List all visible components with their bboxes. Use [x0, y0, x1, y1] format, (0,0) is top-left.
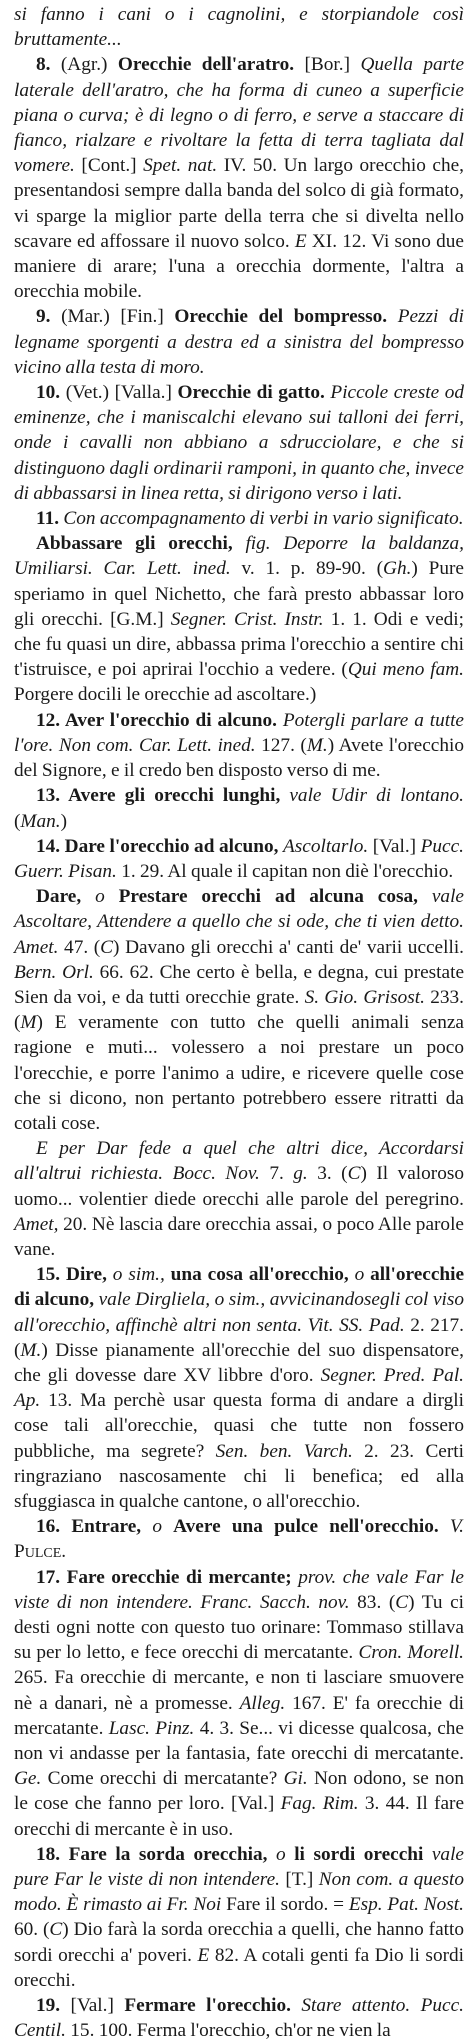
entry-text-span: 265. Fa orecchie di mercante, e non ti lasciare smuovere nè a danari, nè a promesse. — [14, 1667, 464, 1714]
entry-text-span: Stare attento. Pucc. Centil. — [14, 1995, 464, 2042]
entry-text-span: ) Pure speriamo in quel Nichetto, che farà presto abbassar loro gli orecchi. [G.M.] — [14, 558, 464, 630]
entry-text-span: vale Ascoltare, Attendere a quello che si ode, che ti vien detto. Amet. — [14, 886, 464, 958]
entry-text-span: 20. Nè lascia dare orecchia assai, o poco Alle parole vane. — [14, 1213, 464, 1260]
entry-text-span: ) Dio farà la sorda orecchia a quelli, che hanno fatto sordi orecchi a' poveri. — [14, 1919, 464, 1966]
entry-text-span: 18. — [36, 1843, 69, 1865]
entry-text-span: C — [49, 1919, 63, 1941]
entry-text-span: XI. 12. Vi sono due maniere di arare; l'una a orecchia dormente, l'altra a orecchia mobile. — [14, 230, 464, 303]
entry-text-span: 9. — [36, 306, 62, 328]
entry-text-span: Amet, — [14, 1213, 64, 1235]
entry-text-span: Pulce. — [14, 1541, 67, 1563]
entry-text-span: V. — [449, 1516, 464, 1538]
entry-text-span: C — [395, 1591, 409, 1613]
entry-text-span: S. Gio. Grisost. — [304, 986, 431, 1008]
entry-text-span: 1. 1. Odi e vedi; che fu quasi un dire, abbassa prima l'orecchio a sentire chi t'istruisce, e poi aprirai l'occhio a vedere. ( — [14, 608, 464, 681]
entry-text-span: 233. ( — [14, 986, 464, 1034]
entry-text-span: ) E veramente con tutto che quelli animali senza ragione e muti... volessero a noi prestare un poco l'orecchie, e porre l'animo a udire, e ricevere quelle cose che si dicono, non pertanto potrebbero essere ritratti da cotali cose. — [14, 1012, 464, 1134]
entry-paragraph-p8 — [14, 52, 464, 304]
entry-text-span: ) Il valoroso uomo... volentier diede orecchi alle parole del peregrino. — [14, 1163, 465, 1210]
entry-text-span: fig. Deporre la baldanza, Umiliarsi. Car. Lett. ined. — [14, 533, 464, 580]
entry-text-span: o — [354, 1264, 371, 1286]
entry-text-span: Sen. ben. Varch. — [215, 1440, 365, 1462]
entry-text-span: Avere una pulce nell'orecchio. — [173, 1516, 450, 1538]
entry-text-span: 7. — [269, 1163, 294, 1185]
entry-text-span: 2. 23. Certi ringraziano nascosamente chi li benefica; ed alla sfuggiasca in qualche cantone, o all'orecchio. — [14, 1440, 464, 1512]
entry-text-span: [Cont.] — [81, 155, 144, 177]
entry-text-span: E per Dar fede a quel che altri dice, Accordarsi all'altrui richiesta. Bocc. Nov. — [14, 1138, 464, 1185]
entry-text-span: Dare l'orecchio ad alcuno, — [64, 835, 283, 857]
entry-text-span: 1. 29. Al quale il capitan non diè l'orecchio. — [121, 860, 454, 882]
entry-text-span: Orecchie di gatto. — [177, 382, 331, 404]
entry-text-span: li sordi orecchi — [294, 1843, 432, 1865]
entry-text-span: 17. — [36, 1566, 67, 1588]
entry-text-span: si fanno i cani o i cagnolini, e storpiandole così bruttamente... — [14, 4, 464, 51]
entry-text-span: [T.] — [285, 1869, 319, 1891]
entry-text-span: 13. — [36, 785, 69, 807]
entry-text-span: M. — [20, 1339, 42, 1361]
entry-text-span: Gi. — [283, 1768, 314, 1790]
entry-text-span: Avere gli orecchi lunghi, — [68, 785, 290, 807]
entry-text-span: E — [294, 230, 312, 252]
entry-text-span: Fag. Rim. — [280, 1793, 365, 1815]
entry-text-span: 15. 100. Ferma l'orecchio, ch'or ne vien la — [70, 2020, 391, 2042]
entry-text-span: Fare il sordo. = — [226, 1894, 349, 1916]
entry-text-span: (Agr.) — [60, 54, 118, 76]
entry-text-span: Non odono, se non le cose che fanno per loro. [Val.] — [14, 1768, 464, 1815]
entry-text-span: Prestare orecchi ad alcuna cosa, — [118, 886, 432, 908]
entry-paragraph-p16 — [14, 1514, 464, 1564]
entry-text-span: 12. — [36, 709, 65, 731]
entry-text-span: 60. ( — [14, 1919, 50, 1941]
entry-paragraph-p13 — [14, 783, 464, 833]
entry-text-span: Fare orecchie di mercante; — [66, 1566, 299, 1588]
entry-text-span: 83. ( — [357, 1591, 396, 1613]
entry-text-span: 167. E' fa orecchie di mercatante. — [14, 1692, 464, 1739]
entry-text-span: Esp. Pat. Nost. — [348, 1894, 464, 1916]
entry-text-span: ) Tu ci desti ogni notte con questo tuo orinare: Tommaso stillava su per lo letto, e fece orecchi di mercatante. — [14, 1591, 464, 1664]
entry-text-span: Lasc. Pinz. — [108, 1717, 200, 1739]
entry-text-span: Come orecchi di mercatante? — [47, 1768, 284, 1790]
entry-text-span: all'orecchie di alcuno, — [14, 1264, 465, 1311]
entry-text-span: Segner. Crist. Instr. — [170, 608, 331, 630]
entry-text-span: Orecchie del bompresso. — [174, 306, 398, 328]
entry-text-span: 14. — [36, 835, 65, 857]
entry-text-span: Con accompagnamento di verbi in vario significato. — [63, 508, 464, 530]
entry-text-span: v. 1. p. 89-90. ( — [241, 558, 384, 580]
entry-text-span: g. — [293, 1163, 318, 1185]
entry-text-span: (Mar.) [Fin.] — [61, 306, 175, 328]
entry-text-span: Pezzi di legname sporgenti a destra ed a sinistra del bompresso vicino alla testa di moro. — [14, 306, 464, 378]
entry-text-span: vale Dirgliela, o sim., avvicinandosegli col viso all'orecchio, affinchè altri non senta. Vit. SS. Pad. — [14, 1289, 465, 1336]
entry-text-span: Fare la sorda orecchia, — [68, 1843, 277, 1865]
entry-text-span: M — [20, 1012, 37, 1034]
entry-text-span: Gh. — [383, 558, 412, 580]
entry-text-span: [Bor.] — [304, 54, 361, 76]
entry-text-span: [Val.] — [70, 1995, 125, 2017]
entry-text-span: ( — [14, 810, 21, 832]
entry-text-span: 19. — [36, 1995, 71, 2017]
entry-text-span: Dire, — [66, 1264, 113, 1286]
entry-text-span: 11. — [36, 508, 64, 530]
entry-text-span: Bern. Orl. — [14, 961, 100, 983]
entry-text-span: C — [100, 936, 114, 958]
entry-paragraph-p9 — [14, 304, 464, 380]
entry-text-span: E — [197, 1944, 215, 1966]
entry-paragraph-p15 — [14, 1262, 464, 1514]
entry-text-span: 82. A cotali genti fa Dio li sordi orecchi. — [14, 1944, 464, 1991]
entry-text-span: Quella parte laterale dell'aratro, che ha forma di cuneo a superficie piana o curva; è di legno o di ferro, e serve a staccare di fianco, rialzare e rivoltare la fetta di terra tagliata dal vomere. — [14, 54, 465, 177]
entry-text-span: prov. che vale Far le viste di non intendere. Franc. Sacch. nov. — [14, 1566, 464, 1613]
entry-text-span: 10. — [36, 382, 66, 404]
entry-text-span: Aver l'orecchio di alcuno. — [64, 709, 283, 731]
entry-paragraph-p11 — [14, 506, 464, 531]
entry-text-span: Qui meno fam. — [347, 659, 464, 681]
entry-paragraph-p19 — [14, 1993, 464, 2043]
entry-text-span: ) — [60, 810, 68, 832]
entry-text-span: C — [347, 1163, 361, 1185]
entry-text-span: o — [276, 1843, 295, 1865]
entry-text-span: Orecchie dell'aratro. — [117, 54, 305, 76]
entry-text-span: o sim., — [112, 1264, 171, 1286]
entry-text-span: Porgere docili le orecchie ad ascoltare.) — [14, 684, 317, 706]
entry-text-span: Potergli parlare a tutte l'ore. Non com. Car. Lett. ined. — [14, 709, 464, 756]
entry-text-span: Piccole creste od eminenze, che i maniscalchi elevano sui talloni dei ferri, onde i cavalli non abbiano a sdrucciolare, e che si distinguono dagli ordinarii ramponi, in quanto che, invece di abbassarsi in linea retta, si dirigono verso i lati. — [14, 382, 464, 504]
entry-text-span: [Val.] — [372, 835, 421, 857]
entry-text-span: (Vet.) [Valla.] — [65, 382, 178, 404]
entry-text-span: vale pure Far le viste di non intendere. — [14, 1843, 464, 1891]
entry-paragraph-p14b — [14, 1136, 464, 1262]
entry-text-span: ) Davano gli orecchi a' canti de' varii uccelli. — [113, 936, 465, 958]
entry-text-span: o — [152, 1516, 174, 1538]
entry-paragraph-p12 — [14, 708, 464, 784]
entry-text-span: 13. Ma perchè usar questa forma di andare a dirgli cose tali all'orecchie, quasi che tutte non fossero pubbliche, ma segrete? — [14, 1390, 464, 1462]
entry-text-span: 3. 44. Il fare orecchi di mercante è in uso. — [14, 1793, 465, 1840]
entry-text-span: Non com. a questo modo. È rimasto ai Fr. Noi — [14, 1869, 464, 1916]
entry-text-span: ) Avete l'orecchio del Signore, e il credo ben disposto verso di me. — [14, 734, 464, 782]
entry-text-span: Alleg. — [239, 1692, 293, 1714]
entry-text-span: 4. 3. Se... vi dicesse qualcosa, che non vi andasse per la fantasia, fate orecchi di mercatante. — [14, 1717, 464, 1765]
entry-text-span: IV. 50. Un largo orecchio che, presentandosi sempre dalla banda del solco di già formato, vi sparge la miglior parte della terra che si divelta nello scavare ed affossare il nuovo solco. — [14, 155, 465, 252]
entry-text-span: 16. — [36, 1516, 72, 1538]
entry-text-span: Entrare, — [71, 1516, 153, 1538]
entry-paragraph-p11a — [14, 531, 464, 707]
entry-text-span: 2. 217. ( — [14, 1314, 464, 1361]
entry-text-span: ) Disse pianamente all'orecchie del suo dispensatore, che gli dovesse dare XV libbre d'oro. — [14, 1339, 464, 1386]
entry-paragraph-p17 — [14, 1565, 464, 1842]
entry-text-span: 66. 62. Che certo è bella, e degna, cui prestate Sien da voi, e da tutti orecchie grate. — [14, 961, 465, 1008]
entry-text-span: M. — [306, 734, 328, 756]
entry-text-span: Fermare l'orecchio. — [124, 1995, 302, 2017]
entry-paragraph-p10 — [14, 380, 464, 506]
entry-text-span: vale Udir di lontano. — [289, 785, 464, 807]
entry-text-span: Abbassare gli orecchi, — [36, 533, 246, 555]
entry-text-span: Ge. — [14, 1768, 48, 1790]
entry-paragraph-p18 — [14, 1842, 464, 1993]
entry-text-span: Pucc. Guerr. Pisan. — [14, 835, 464, 882]
entry-text-span: 127. ( — [261, 734, 307, 756]
entry-text-span: o — [95, 886, 119, 908]
entry-paragraph-p0 — [14, 2, 464, 52]
entry-text-span: 15. — [36, 1264, 67, 1286]
entry-paragraph-p14 — [14, 834, 464, 884]
entry-text-span: Man. — [20, 810, 61, 832]
entry-paragraph-p14a — [14, 884, 464, 1136]
entry-text-span: Ascoltarlo. — [283, 835, 373, 857]
entry-text-span: Cron. Morell. — [358, 1642, 465, 1664]
entry-text-span: 8. — [36, 54, 61, 76]
entry-text-span: 3. ( — [317, 1163, 348, 1185]
entry-text-span: Spet. nat. — [143, 155, 224, 177]
entry-text-span: Segner. Pred. Pal. Ap. — [14, 1364, 464, 1412]
entry-text-span: Dare, — [36, 886, 96, 908]
entry-text-span: una cosa all'orecchio, — [170, 1264, 355, 1286]
entry-text-span: 47. ( — [64, 936, 101, 958]
